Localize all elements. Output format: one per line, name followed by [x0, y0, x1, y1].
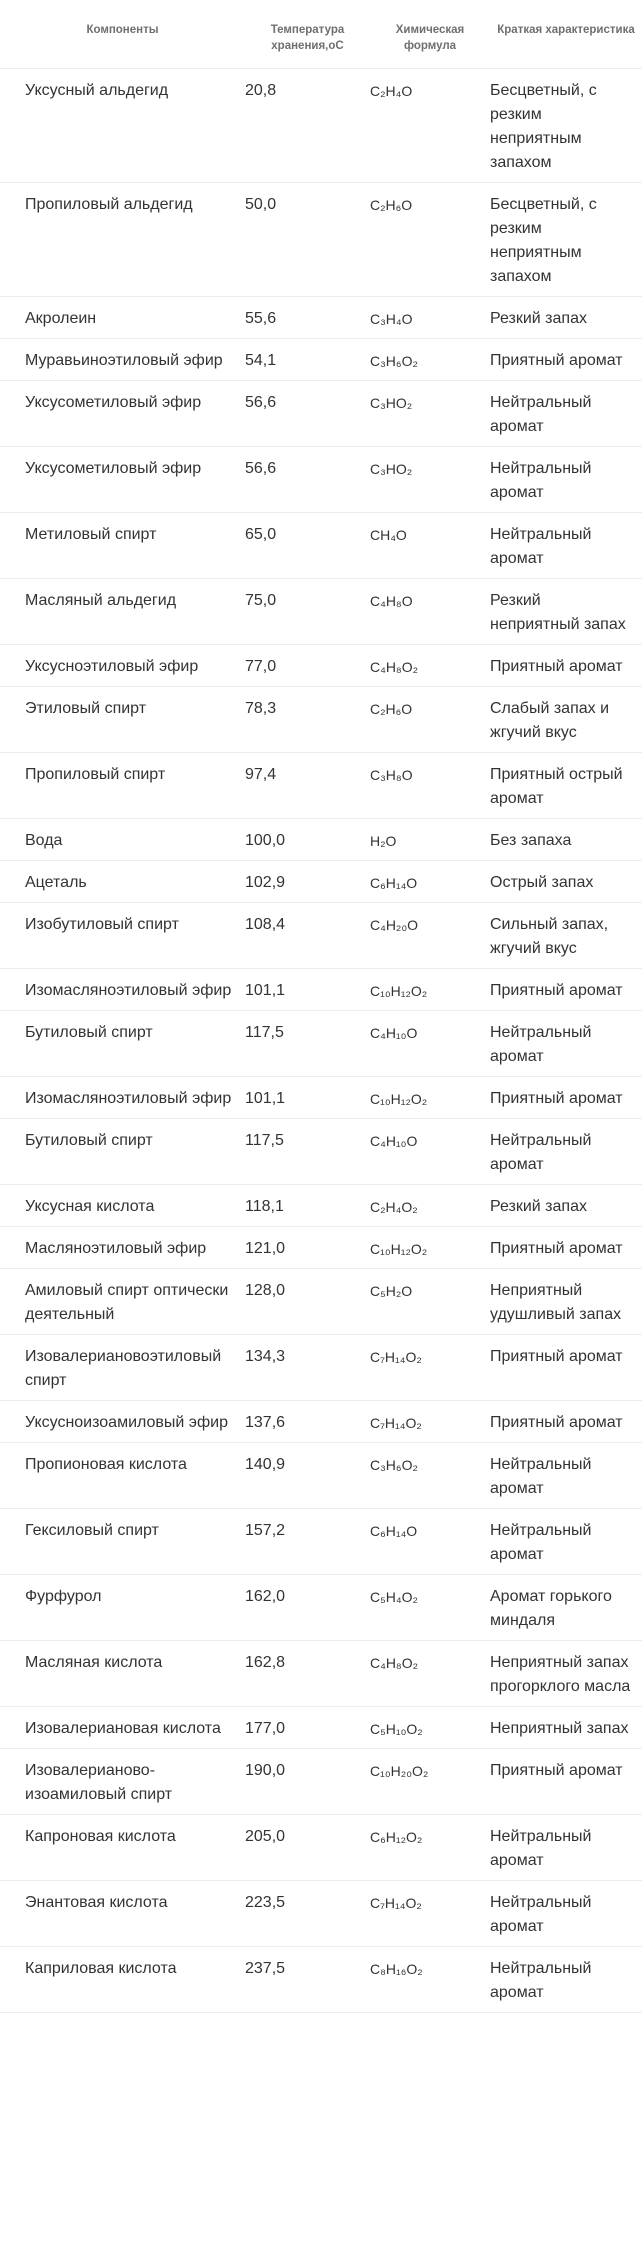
temperature-cell: 50,0 — [245, 182, 370, 296]
table-row — [0, 752, 642, 818]
component-name-cell: Масляноэтиловый эфир — [0, 1226, 245, 1268]
table-row — [0, 338, 642, 380]
table-row — [0, 1748, 642, 1814]
formula-cell: C₂H₄O — [370, 68, 490, 182]
table-row — [0, 1184, 642, 1226]
component-name-cell: Пропиловый спирт — [0, 752, 245, 818]
table-row — [0, 644, 642, 686]
temperature-cell: 140,9 — [245, 1442, 370, 1508]
component-name-cell: Ацеталь — [0, 860, 245, 902]
table-row — [0, 1118, 642, 1184]
table-row — [0, 380, 642, 446]
formula-cell: C₄H₁₀O — [370, 1118, 490, 1184]
temperature-cell: 177,0 — [245, 1706, 370, 1748]
formula-cell: C₂H₆O — [370, 182, 490, 296]
component-name-cell: Изовалерианово-изоамиловый спирт — [0, 1748, 245, 1814]
temperature-cell: 56,6 — [245, 380, 370, 446]
description-cell: Приятный аромат — [490, 1748, 642, 1814]
table-row — [0, 818, 642, 860]
formula-cell: C₆H₁₄O — [370, 860, 490, 902]
table-row — [0, 1640, 642, 1706]
header-component: Компоненты — [0, 0, 245, 68]
description-cell: Неприятный запах прогорклого масла — [490, 1640, 642, 1706]
table-row — [0, 860, 642, 902]
formula-cell: C₃HO₂ — [370, 446, 490, 512]
temperature-cell: 121,0 — [245, 1226, 370, 1268]
description-cell: Приятный аромат — [490, 1076, 642, 1118]
header-formula: Химическая формула — [370, 0, 490, 68]
description-cell: Приятный острый аромат — [490, 752, 642, 818]
component-name-cell: Изомасляноэтиловый эфир — [0, 1076, 245, 1118]
formula-cell: C₃H₈O — [370, 752, 490, 818]
table-row — [0, 1574, 642, 1640]
formula-cell: C₇H₁₄O₂ — [370, 1400, 490, 1442]
description-cell: Резкий запах — [490, 1184, 642, 1226]
table-row — [0, 296, 642, 338]
table-row — [0, 968, 642, 1010]
description-cell: Бесцветный, с резким неприятным запахом — [490, 182, 642, 296]
component-name-cell: Энантовая кислота — [0, 1880, 245, 1946]
temperature-cell: 117,5 — [245, 1010, 370, 1076]
component-name-cell: Этиловый спирт — [0, 686, 245, 752]
component-name-cell: Уксусометиловый эфир — [0, 446, 245, 512]
component-name-cell: Капроновая кислота — [0, 1814, 245, 1880]
description-cell: Нейтральный аромат — [490, 1814, 642, 1880]
header-temperature: Температура хранения,оС — [245, 0, 370, 68]
formula-cell: C₂H₆O — [370, 686, 490, 752]
component-name-cell: Фурфурол — [0, 1574, 245, 1640]
formula-cell: C₅H₁₀O₂ — [370, 1706, 490, 1748]
table-row — [0, 512, 642, 578]
temperature-cell: 137,6 — [245, 1400, 370, 1442]
description-cell: Нейтральный аромат — [490, 1442, 642, 1508]
table-row — [0, 1508, 642, 1574]
table-row — [0, 68, 642, 182]
formula-cell: C₆H₁₄O — [370, 1508, 490, 1574]
description-cell: Нейтральный аромат — [490, 1946, 642, 2012]
temperature-cell: 97,4 — [245, 752, 370, 818]
formula-cell: C₅H₂O — [370, 1268, 490, 1334]
description-cell: Приятный аромат — [490, 1226, 642, 1268]
formula-cell: C₃H₄O — [370, 296, 490, 338]
temperature-cell: 162,0 — [245, 1574, 370, 1640]
temperature-cell: 101,1 — [245, 968, 370, 1010]
component-name-cell: Масляный альдегид — [0, 578, 245, 644]
temperature-cell: 118,1 — [245, 1184, 370, 1226]
formula-cell: C₁₀H₁₂O₂ — [370, 968, 490, 1010]
header-description: Краткая характеристика — [490, 0, 642, 68]
component-name-cell: Изомасляноэтиловый эфир — [0, 968, 245, 1010]
header-row — [0, 0, 642, 68]
formula-cell: C₁₀H₁₂O₂ — [370, 1226, 490, 1268]
temperature-cell: 157,2 — [245, 1508, 370, 1574]
table-header — [0, 0, 642, 68]
temperature-cell: 75,0 — [245, 578, 370, 644]
description-cell: Неприятный запах — [490, 1706, 642, 1748]
table-row — [0, 1442, 642, 1508]
temperature-cell: 20,8 — [245, 68, 370, 182]
description-cell: Приятный аромат — [490, 1334, 642, 1400]
component-name-cell: Изобутиловый спирт — [0, 902, 245, 968]
temperature-cell: 223,5 — [245, 1880, 370, 1946]
temperature-cell: 55,6 — [245, 296, 370, 338]
component-name-cell: Пропионовая кислота — [0, 1442, 245, 1508]
description-cell: Приятный аромат — [490, 338, 642, 380]
component-name-cell: Изовалериановоэтиловый спирт — [0, 1334, 245, 1400]
component-name-cell: Муравьиноэтиловый эфир — [0, 338, 245, 380]
description-cell: Нейтральный аромат — [490, 1010, 642, 1076]
table-row — [0, 1010, 642, 1076]
component-name-cell: Метиловый спирт — [0, 512, 245, 578]
formula-cell: C₄H₁₀O — [370, 1010, 490, 1076]
component-name-cell: Бутиловый спирт — [0, 1010, 245, 1076]
formula-cell: C₄H₈O₂ — [370, 1640, 490, 1706]
temperature-cell: 102,9 — [245, 860, 370, 902]
temperature-cell: 134,3 — [245, 1334, 370, 1400]
table-row — [0, 578, 642, 644]
formula-cell: C₂H₄O₂ — [370, 1184, 490, 1226]
component-name-cell: Уксусометиловый эфир — [0, 380, 245, 446]
description-cell: Без запаха — [490, 818, 642, 860]
table-row — [0, 1946, 642, 2012]
temperature-cell: 128,0 — [245, 1268, 370, 1334]
table-row — [0, 446, 642, 512]
description-cell: Неприятный удушливый запах — [490, 1268, 642, 1334]
component-name-cell: Акролеин — [0, 296, 245, 338]
formula-cell: C₄H₂₀O — [370, 902, 490, 968]
temperature-cell: 56,6 — [245, 446, 370, 512]
description-cell: Приятный аромат — [490, 644, 642, 686]
table-row — [0, 1814, 642, 1880]
formula-cell: C₁₀H₂₀O₂ — [370, 1748, 490, 1814]
table-row — [0, 1226, 642, 1268]
description-cell: Нейтральный аромат — [490, 446, 642, 512]
component-name-cell: Изовалериановая кислота — [0, 1706, 245, 1748]
component-name-cell: Вода — [0, 818, 245, 860]
table-row — [0, 1880, 642, 1946]
temperature-cell: 117,5 — [245, 1118, 370, 1184]
formula-cell: C₇H₁₄O₂ — [370, 1880, 490, 1946]
table-row — [0, 182, 642, 296]
description-cell: Острый запах — [490, 860, 642, 902]
temperature-cell: 77,0 — [245, 644, 370, 686]
table-row — [0, 1334, 642, 1400]
temperature-cell: 162,8 — [245, 1640, 370, 1706]
table-row — [0, 1268, 642, 1334]
description-cell: Резкий запах — [490, 296, 642, 338]
formula-cell: C₄H₈O₂ — [370, 644, 490, 686]
description-cell: Нейтральный аромат — [490, 1508, 642, 1574]
table-row — [0, 1706, 642, 1748]
table-row — [0, 1400, 642, 1442]
description-cell: Приятный аромат — [490, 1400, 642, 1442]
component-name-cell: Уксусный альдегид — [0, 68, 245, 182]
table-row — [0, 902, 642, 968]
temperature-cell: 101,1 — [245, 1076, 370, 1118]
description-cell: Сильный запах, жгучий вкус — [490, 902, 642, 968]
component-name-cell: Уксусноизоамиловый эфир — [0, 1400, 245, 1442]
table-row — [0, 686, 642, 752]
temperature-cell: 78,3 — [245, 686, 370, 752]
component-name-cell: Бутиловый спирт — [0, 1118, 245, 1184]
component-name-cell: Масляная кислота — [0, 1640, 245, 1706]
description-cell: Слабый запах и жгучий вкус — [490, 686, 642, 752]
formula-cell: C₆H₁₂O₂ — [370, 1814, 490, 1880]
component-name-cell: Гексиловый спирт — [0, 1508, 245, 1574]
description-cell: Бесцветный, с резким неприятным запахом — [490, 68, 642, 182]
formula-cell: C₁₀H₁₂O₂ — [370, 1076, 490, 1118]
description-cell: Аромат горького миндаля — [490, 1574, 642, 1640]
temperature-cell: 190,0 — [245, 1748, 370, 1814]
formula-cell: C₃H₆O₂ — [370, 338, 490, 380]
formula-cell: C₇H₁₄O₂ — [370, 1334, 490, 1400]
temperature-cell: 54,1 — [245, 338, 370, 380]
description-cell: Нейтральный аромат — [490, 380, 642, 446]
temperature-cell: 237,5 — [245, 1946, 370, 2012]
table-body — [0, 68, 642, 2012]
description-cell: Нейтральный аромат — [490, 512, 642, 578]
component-name-cell: Уксусноэтиловый эфир — [0, 644, 245, 686]
formula-cell: C₈H₁₆O₂ — [370, 1946, 490, 2012]
formula-cell: C₄H₈O — [370, 578, 490, 644]
formula-cell: CH₄O — [370, 512, 490, 578]
temperature-cell: 108,4 — [245, 902, 370, 968]
description-cell: Нейтральный аромат — [490, 1118, 642, 1184]
table-row — [0, 1076, 642, 1118]
formula-cell: H₂O — [370, 818, 490, 860]
component-name-cell: Пропиловый альдегид — [0, 182, 245, 296]
description-cell: Приятный аромат — [490, 968, 642, 1010]
temperature-cell: 100,0 — [245, 818, 370, 860]
formula-cell: C₃H₆O₂ — [370, 1442, 490, 1508]
temperature-cell: 65,0 — [245, 512, 370, 578]
formula-cell: C₅H₄O₂ — [370, 1574, 490, 1640]
description-cell: Нейтральный аромат — [490, 1880, 642, 1946]
formula-cell: C₃HO₂ — [370, 380, 490, 446]
temperature-cell: 205,0 — [245, 1814, 370, 1880]
component-name-cell: Уксусная кислота — [0, 1184, 245, 1226]
component-name-cell: Амиловый спирт оптически деятельный — [0, 1268, 245, 1334]
description-cell: Резкий неприятный запах — [490, 578, 642, 644]
component-name-cell: Каприловая кислота — [0, 1946, 245, 2012]
